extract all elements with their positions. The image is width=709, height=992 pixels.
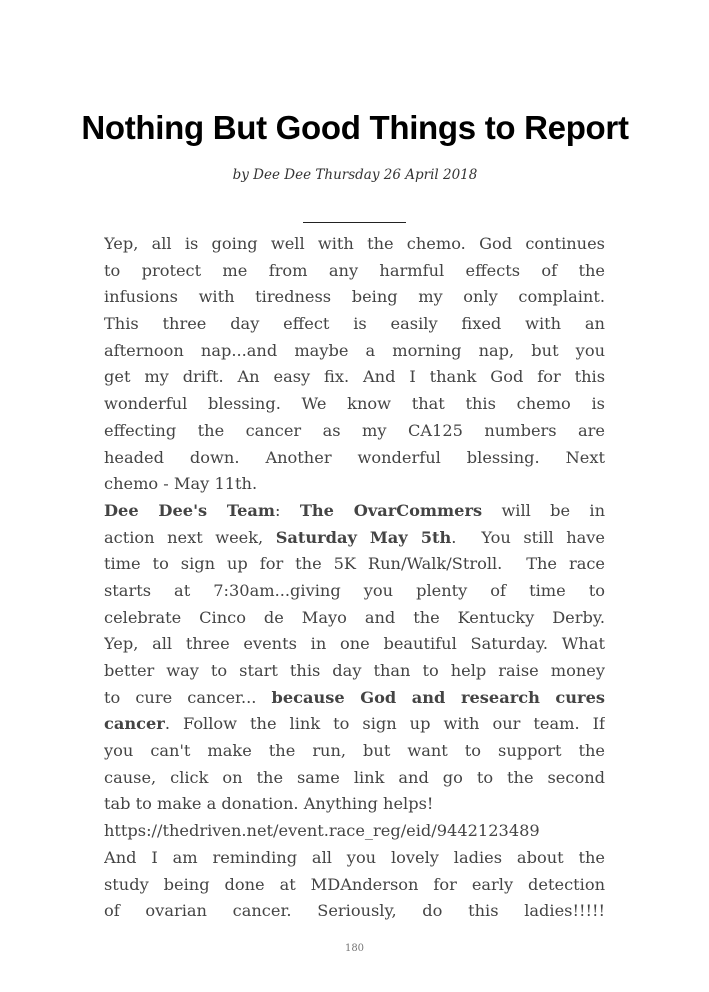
text-line	[104, 845, 605, 872]
bold-text: cancer	[104, 714, 165, 734]
text-segment: starts at 7:30am...giving you plenty of time to	[104, 580, 605, 600]
text-segment: afternoon nap...and maybe a morning nap, but you	[104, 340, 605, 360]
text-segment: study being done at MDAnderson for early detection	[104, 874, 605, 894]
text-segment: tab to make a donation. Anything helps!	[104, 794, 434, 814]
article-body	[104, 231, 605, 925]
text-segment: to protect me from any harmful effects of the	[104, 260, 605, 280]
bold-text: Dee Dee's Team	[104, 500, 276, 520]
text-line	[104, 364, 605, 391]
text-line	[104, 284, 605, 311]
text-line	[104, 631, 605, 658]
text-line	[104, 605, 605, 632]
text-segment: action next week,	[104, 527, 276, 547]
text-segment: wonderful blessing. We know that this chemo is	[104, 394, 605, 414]
text-segment: . Follow the link to sign up with our team. If	[164, 714, 605, 734]
text-line	[104, 738, 605, 765]
text-line	[104, 685, 605, 712]
text-segment: Yep, all is going well with the chemo. God continues	[104, 234, 605, 253]
text-segment: cause, click on the same link and go to the second	[104, 767, 605, 787]
text-line	[104, 551, 605, 578]
text-line	[104, 525, 605, 552]
text-segment: you can't make the run, but want to support the	[104, 741, 605, 761]
text-line	[104, 498, 605, 525]
text-segment: to cure cancer...	[104, 687, 272, 707]
text-line	[104, 658, 605, 685]
text-line	[104, 338, 605, 365]
text-segment: of ovarian cancer. Seriously, do this ladies!!!!!	[104, 901, 605, 921]
separator-rule	[303, 222, 406, 223]
bold-text: Saturday May 5th	[275, 527, 452, 547]
text-line	[104, 578, 605, 605]
text-line	[104, 711, 605, 738]
text-line	[104, 445, 605, 472]
text-segment: :	[275, 500, 300, 520]
text-segment: chemo - May 11th.	[104, 474, 258, 494]
text-line	[104, 391, 605, 418]
text-segment: This three day effect is easily fixed with an	[104, 314, 605, 334]
text-segment: time to sign up for the 5K Run/Walk/Stroll. The race	[104, 554, 605, 574]
text-line	[104, 311, 605, 338]
bold-text: The OvarCommers	[299, 500, 483, 520]
bold-text: because God and research cures	[271, 687, 605, 707]
text-line	[104, 471, 605, 498]
text-line	[104, 258, 605, 285]
text-line	[104, 791, 605, 818]
page-number: 180	[344, 943, 365, 954]
link-line[interactable]	[104, 818, 605, 845]
text-segment: infusions with tiredness being my only complaint.	[104, 287, 605, 307]
text-line	[104, 872, 605, 899]
text-line	[104, 898, 605, 925]
text-segment: headed down. Another wonderful blessing. Next	[104, 447, 605, 467]
text-segment: celebrate Cinco de Mayo and the Kentucky Derby.	[104, 607, 605, 627]
text-segment: get my drift. An easy fix. And I thank God for this	[104, 367, 605, 387]
text-segment: . You still have	[451, 527, 605, 547]
page-title: Nothing But Good Things to Report	[81, 109, 629, 147]
text-line	[104, 765, 605, 792]
byline: by Dee Dee Thursday 26 April 2018	[232, 167, 478, 183]
text-line	[104, 231, 605, 258]
text-segment: And I am reminding all you lovely ladies about the	[104, 847, 605, 867]
text-segment: will be in	[482, 500, 605, 520]
text-segment: Yep, all three events in one beautiful Saturday. What	[104, 634, 605, 654]
text-segment: effecting the cancer as my CA125 numbers are	[104, 420, 605, 440]
text-line	[104, 418, 605, 445]
donation-link[interactable]: https://thedriven.net/event.race_reg/eid/9442123489	[104, 821, 540, 841]
text-segment: better way to start this day than to help raise money	[104, 661, 605, 680]
